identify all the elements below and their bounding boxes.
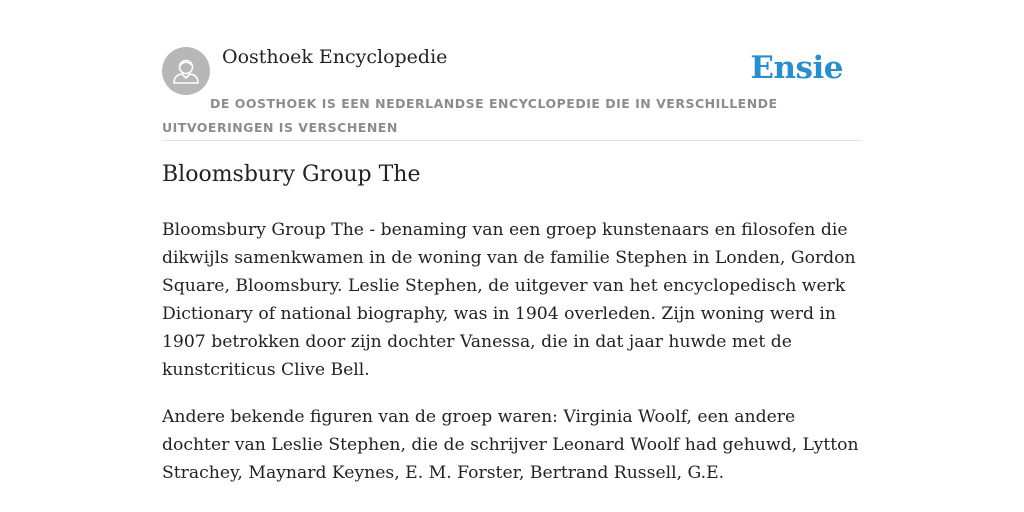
article-paragraph: Bloomsbury Group The - benaming van een groep kunstenaars en filosofen die dikwijls samenkwamen in de woning van de familie Stephen in Londen, Gordon Square, Bloomsbury. Leslie Stephen, de uitgever van het encyclopedisch werk Dictionary of national biography, was in 1904 overleden. Zijn woning werd in 1907 betrokken door zijn dochter Vanessa, die in dat jaar huwde met de kunstcriticus Clive Bell.: [162, 220, 856, 380]
article-paragraph: Andere bekende figuren van de groep waren: Virginia Woolf, een andere dochter van Leslie Stephen, die de schrijver Leonard Woolf had gehuwd, Lytton Strachey, Maynard Keynes, E. M. Forster, Bertrand Russell, G.E.: [162, 407, 859, 483]
user-avatar-icon[interactable]: [162, 47, 210, 95]
article-body: [162, 216, 862, 506]
article-title: Bloomsbury Group The: [162, 162, 421, 187]
author-name[interactable]: Oosthoek Encyclopedie: [222, 46, 448, 68]
author-header: [162, 44, 862, 141]
brand-logo[interactable]: Ensie: [750, 50, 843, 86]
author-description: DE OOSTHOEK IS EEN NEDERLANDSE ENCYCLOPEDIE DIE IN VERSCHILLENDE UITVOERINGEN IS VERSCHENEN: [162, 96, 778, 135]
